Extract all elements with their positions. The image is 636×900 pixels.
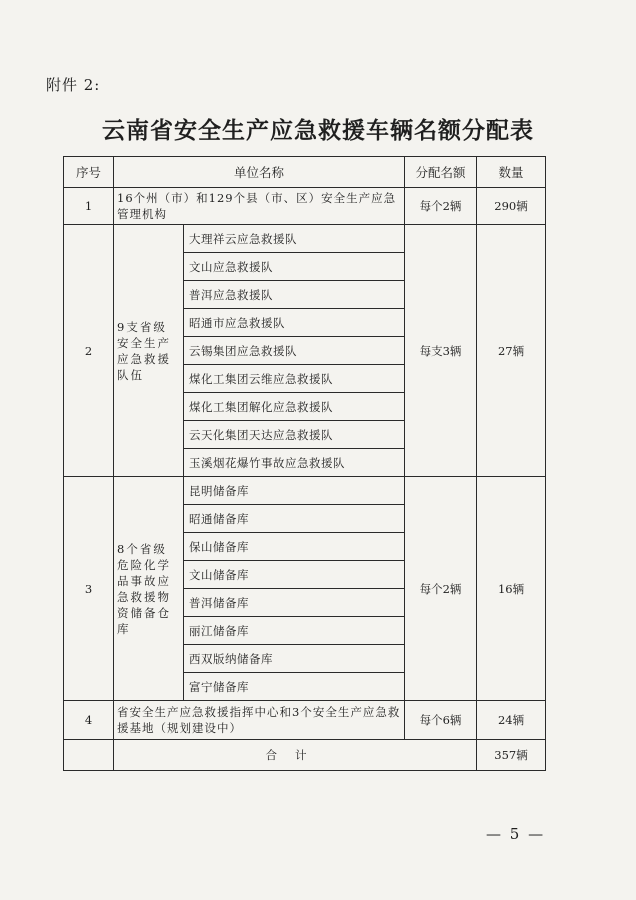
row-unit: 省安全生产应急救援指挥中心和3个安全生产应急救援基地（规划建设中） (114, 701, 405, 740)
sub-unit: 大理祥云应急救援队 (184, 225, 405, 253)
sub-unit: 昭通储备库 (184, 505, 405, 533)
row-qty: 290辆 (477, 188, 546, 225)
sub-unit: 云天化集团天达应急救援队 (184, 421, 405, 449)
row-quota: 每个2辆 (405, 188, 477, 225)
sub-unit: 昆明储备库 (184, 477, 405, 505)
table-row (64, 188, 546, 225)
sub-unit: 富宁储备库 (184, 673, 405, 701)
total-qty: 357辆 (477, 740, 546, 771)
sub-unit: 普洱储备库 (184, 589, 405, 617)
row-unit: 16个州（市）和129个县（市、区）安全生产应急管理机构 (114, 188, 405, 225)
header-seq: 序号 (64, 157, 114, 188)
row-qty: 16辆 (477, 477, 546, 701)
row-quota: 每个6辆 (405, 701, 477, 740)
attachment-label: 附件 2: (46, 76, 101, 94)
total-row (64, 740, 546, 771)
sub-unit: 文山储备库 (184, 561, 405, 589)
total-empty-cell (64, 740, 114, 771)
row-qty: 27辆 (477, 225, 546, 477)
page-title: 云南省安全生产应急救援车辆名额分配表 (102, 117, 534, 144)
table-row (64, 225, 546, 253)
sub-unit: 丽江储备库 (184, 617, 405, 645)
sub-unit: 西双版纳储备库 (184, 645, 405, 673)
table-header-row (64, 157, 546, 188)
page-number: — 5 — (486, 825, 546, 843)
sub-unit: 昭通市应急救援队 (184, 309, 405, 337)
sub-unit: 玉溪烟花爆竹事故应急救援队 (184, 449, 405, 477)
row-group: 8个省级危险化学品事故应急救援物资储备仓库 (114, 477, 184, 701)
sub-unit: 保山储备库 (184, 533, 405, 561)
sub-unit: 普洱应急救援队 (184, 281, 405, 309)
row-seq: 2 (64, 225, 114, 477)
table-row (64, 477, 546, 505)
sub-unit: 文山应急救援队 (184, 253, 405, 281)
sub-unit: 煤化工集团云维应急救援队 (184, 365, 405, 393)
sub-unit: 煤化工集团解化应急救援队 (184, 393, 405, 421)
row-seq: 1 (64, 188, 114, 225)
sub-unit: 云锡集团应急救援队 (184, 337, 405, 365)
row-qty: 24辆 (477, 701, 546, 740)
header-quota: 分配名额 (405, 157, 477, 188)
row-seq: 3 (64, 477, 114, 701)
row-seq: 4 (64, 701, 114, 740)
total-label: 合计 (114, 740, 477, 771)
row-quota: 每个2辆 (405, 477, 477, 701)
header-unit: 单位名称 (114, 157, 405, 188)
allocation-table (63, 156, 546, 771)
row-group: 9支省级安全生产应急救援队伍 (114, 225, 184, 477)
table-row (64, 701, 546, 740)
row-quota: 每支3辆 (405, 225, 477, 477)
header-qty: 数量 (477, 157, 546, 188)
